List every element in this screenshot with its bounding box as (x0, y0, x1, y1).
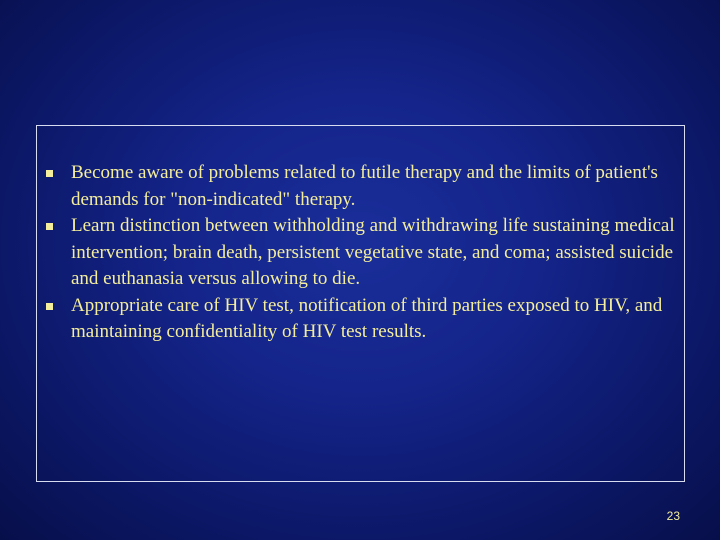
square-bullet-icon (46, 303, 53, 310)
slide-number: 23 (666, 509, 680, 523)
bullet-list (37, 160, 686, 346)
bullet-item (37, 213, 686, 293)
bullet-item (37, 160, 686, 213)
bullet-item (37, 293, 686, 346)
square-bullet-icon (46, 170, 53, 177)
bullet-text: Become aware of problems related to futile therapy and the limits of patient's demands for "non-indicated" therapy. (71, 162, 658, 210)
bullet-text: Appropriate care of HIV test, notification of third parties exposed to HIV, and maintaining confidentiality of HIV test results. (71, 294, 663, 342)
content-box (36, 125, 685, 482)
bullet-text: Learn distinction between withholding and withdrawing life sustaining medical intervention; brain death, persistent vegetative state, and coma; assisted suicide and euthanasia versus allowing to die. (71, 215, 675, 289)
square-bullet-icon (46, 223, 53, 230)
